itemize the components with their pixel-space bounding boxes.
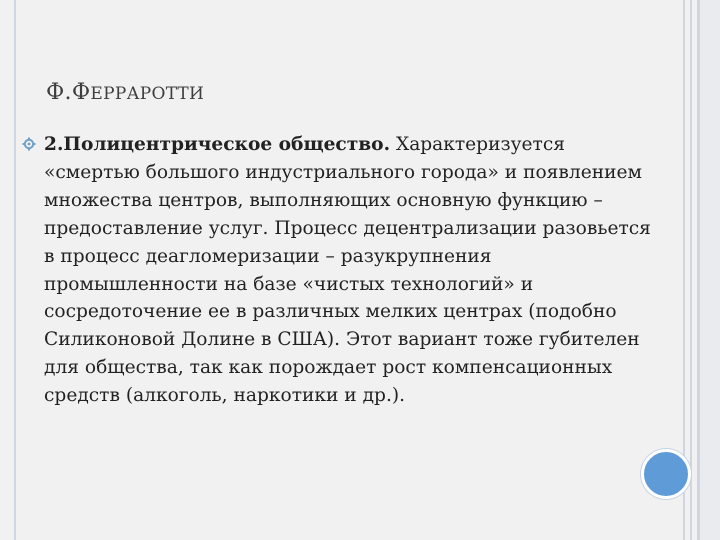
bullet-body: Характеризуется «смертью большого индустриального города» и появлением множества центров, выполняющих основную функцию – предоставление услуг. Процесс децентрализации разовьется в процесс деагломеризации – разукрупнения промышленности на базе «чистых технологий» и сосредоточение ее в различных мелких центрах (подобно Силиконовой Долине в США). Этот вариант тоже губителен для общества, так как порождает рост компенсационных средств (алкоголь, наркотики и др.).: [44, 134, 651, 407]
title-initial: Ф.: [46, 80, 72, 105]
slide-title: [46, 80, 204, 105]
frame-line-right-2: [690, 0, 692, 540]
bullet-bold-lead: 2.Полицентрическое общество.: [44, 134, 391, 155]
frame-line-right-3: [697, 0, 700, 540]
frame-right-panel: [700, 0, 720, 540]
frame-line-left: [14, 0, 16, 540]
title-rest: ЕРРАРОТТИ: [90, 84, 205, 104]
title-cap: Ф: [71, 80, 91, 105]
bullet-text: [44, 131, 666, 410]
gear-bullet-icon: [22, 137, 36, 151]
decorative-circle: [641, 449, 691, 499]
